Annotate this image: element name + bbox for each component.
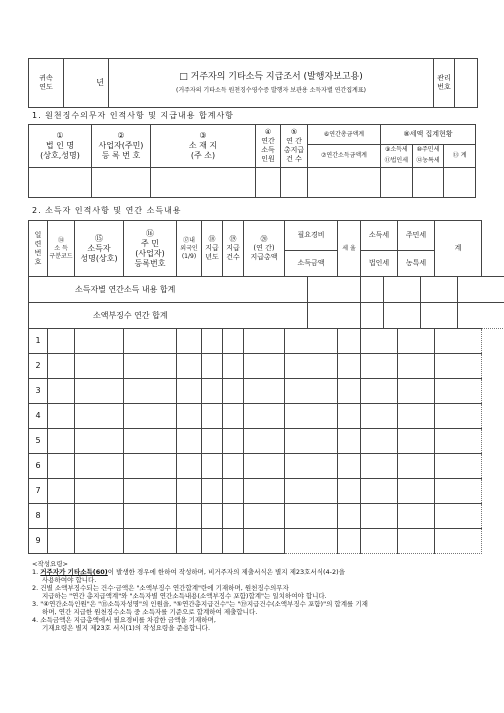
s2-name-head: ⑮ 소득자 성명(상호)	[75, 221, 124, 277]
s2-rtax-head: 주민세	[398, 221, 435, 251]
s1-name-field[interactable]	[29, 167, 92, 197]
row-cell[interactable]	[338, 479, 361, 504]
row-cell[interactable]	[338, 504, 361, 529]
row-cell[interactable]	[285, 379, 338, 404]
row-cell[interactable]	[338, 354, 361, 379]
row-cell[interactable]	[361, 454, 398, 479]
row-cell[interactable]	[177, 429, 202, 454]
row-cell[interactable]	[124, 429, 177, 454]
s1-tax-head: ⑧세액 집계현황	[381, 125, 476, 145]
row-cell[interactable]	[202, 529, 223, 554]
row-number: 1	[29, 329, 48, 354]
row-cell[interactable]	[223, 429, 244, 454]
row-cell[interactable]	[398, 379, 435, 404]
row-cell[interactable]	[338, 329, 361, 354]
row-cell[interactable]	[223, 529, 244, 554]
row-cell[interactable]	[338, 529, 361, 554]
row-cell[interactable]	[361, 354, 398, 379]
section1-title: 1. 원천징수의무자 인적사항 및 지급내용 합계사항	[32, 111, 234, 120]
s1-count-field[interactable]	[281, 167, 308, 197]
row-cell[interactable]	[285, 529, 338, 554]
row-cell[interactable]	[244, 329, 285, 354]
row-cell[interactable]	[48, 529, 75, 554]
form-header	[28, 58, 478, 108]
data-row	[29, 454, 482, 479]
row-cell[interactable]	[177, 504, 202, 529]
manage-field[interactable]	[455, 59, 478, 108]
row-cell[interactable]	[48, 504, 75, 529]
s1-address-field[interactable]	[151, 167, 256, 197]
s1-income-amount-head: ⑦연간소득금액계	[308, 145, 381, 167]
row-cell[interactable]	[177, 329, 202, 354]
row-cell[interactable]	[285, 404, 338, 429]
row-cell[interactable]	[75, 379, 124, 404]
row-cell[interactable]	[285, 354, 338, 379]
summary-small-label: 소액부징수 연간 합계	[47, 303, 308, 329]
s2-year-head: ⑱ 지급 년도	[202, 221, 223, 277]
row-cell[interactable]	[223, 504, 244, 529]
row-cell[interactable]	[124, 479, 177, 504]
note-4: 4. 소득금액은 지급총액에서 필요경비를 차감한 금액을 기재하며,	[32, 616, 216, 624]
row-cell[interactable]	[75, 454, 124, 479]
s1-address-head: ③ 소 재 지 (주 소)	[151, 125, 256, 168]
s1-total-amount-head: ⑥연간총금액계	[308, 125, 381, 145]
row-cell[interactable]	[202, 354, 223, 379]
row-number: 4	[29, 404, 48, 429]
row-cell[interactable]	[285, 504, 338, 529]
row-cell[interactable]	[361, 479, 398, 504]
s2-total-head: ⑳ (연 간) 지급총액	[244, 221, 285, 277]
section2-title: 2. 소득자 인적사항 및 연간 소득내용	[32, 206, 182, 215]
row-cell[interactable]	[398, 354, 435, 379]
s2-ctax-head: 법인세	[361, 251, 398, 277]
data-row	[29, 354, 482, 379]
row-cell[interactable]	[223, 454, 244, 479]
row-cell[interactable]	[75, 404, 124, 429]
row-cell[interactable]	[435, 454, 482, 479]
s2-stax-head: 농특세	[398, 251, 435, 277]
row-cell[interactable]	[435, 404, 482, 429]
row-cell[interactable]	[177, 379, 202, 404]
s2-expense-head: 필요경비	[285, 221, 338, 251]
row-cell[interactable]	[435, 429, 482, 454]
note-3: 3. "④연간소득인원"은 "⑮소득자성명"의 인원을, "⑤연간총지급건수"는 "⑲지급건수(소액부징수 포함)"의 합계를 기재	[32, 600, 368, 608]
row-cell[interactable]	[398, 504, 435, 529]
row-number: 2	[29, 354, 48, 379]
row-cell[interactable]	[177, 529, 202, 554]
data-row	[29, 529, 482, 554]
row-cell[interactable]	[75, 354, 124, 379]
s2-sum-head: 계	[435, 221, 482, 277]
row-cell[interactable]	[48, 454, 75, 479]
row-cell[interactable]	[202, 429, 223, 454]
row-cell[interactable]	[361, 429, 398, 454]
row-cell[interactable]	[48, 354, 75, 379]
s1-itax-head: ⑨소득세 ⑪법인세	[381, 145, 413, 167]
row-cell[interactable]	[48, 429, 75, 454]
form-subtitle: (거주자의 기타소득 원천징수영수증 발행자 보관용 소득자별 연간집계표)	[175, 86, 366, 94]
row-cell[interactable]	[202, 329, 223, 354]
row-number: 8	[29, 504, 48, 529]
row-cell[interactable]	[177, 354, 202, 379]
row-cell[interactable]	[361, 504, 398, 529]
summary-small-amount[interactable]	[308, 303, 361, 329]
s2-id-head: ⑯ 주 민 (사업자) 등록번호	[124, 221, 177, 277]
s2-count-head: ⑲ 지급 건수	[223, 221, 244, 277]
row-cell[interactable]	[361, 329, 398, 354]
year-field[interactable]: 년	[64, 59, 109, 108]
s1-people-head: ④ 연간 소득 인원	[256, 125, 281, 168]
data-row	[29, 404, 482, 429]
row-cell[interactable]	[285, 329, 338, 354]
row-cell[interactable]	[338, 404, 361, 429]
row-cell[interactable]	[177, 404, 202, 429]
data-row	[29, 429, 482, 454]
s2-rate-head: 세 율	[338, 221, 361, 277]
row-cell[interactable]	[124, 404, 177, 429]
s1-regno-head: ② 사업자(주민) 등 록 번 호	[92, 125, 151, 168]
row-cell[interactable]	[124, 329, 177, 354]
row-cell[interactable]	[75, 429, 124, 454]
note-1: 1. 거주자가 기타소득(60)이 발생한 경우에 한하여 작성하며, 비거주자의 제출서식은 별지 제23호서식(4-2)을	[32, 568, 345, 576]
s2-seq-head: 일 련 번 호	[29, 221, 48, 277]
row-cell[interactable]	[244, 354, 285, 379]
row-cell[interactable]	[338, 454, 361, 479]
row-cell[interactable]	[244, 404, 285, 429]
row-cell[interactable]	[244, 429, 285, 454]
row-cell[interactable]	[124, 504, 177, 529]
row-cell[interactable]	[223, 329, 244, 354]
row-cell[interactable]	[48, 329, 75, 354]
section2-header-table	[28, 220, 482, 277]
row-cell[interactable]	[75, 329, 124, 354]
row-cell[interactable]	[244, 479, 285, 504]
data-row	[29, 504, 482, 529]
row-cell[interactable]	[435, 479, 482, 504]
row-number: 6	[29, 454, 48, 479]
s1-itax-field[interactable]	[381, 167, 413, 197]
row-cell[interactable]	[223, 354, 244, 379]
row-cell[interactable]	[202, 504, 223, 529]
row-cell[interactable]	[124, 379, 177, 404]
row-number: 3	[29, 379, 48, 404]
row-cell[interactable]	[244, 454, 285, 479]
row-cell[interactable]	[124, 354, 177, 379]
s1-rtax-field[interactable]	[412, 167, 444, 197]
row-cell[interactable]	[202, 379, 223, 404]
row-number: 9	[29, 529, 48, 554]
s1-rtax-head: ⑩주민세 ⑫농특세	[412, 145, 444, 167]
row-cell[interactable]	[361, 404, 398, 429]
row-cell[interactable]	[177, 454, 202, 479]
row-cell[interactable]	[244, 504, 285, 529]
s1-sum-head: ⑬ 계	[444, 145, 476, 167]
row-cell[interactable]	[398, 479, 435, 504]
note-2: 2. 건별 소액부징수되는 건수·금액은 "소액부징수 연간합계"란에 기재하며, 원천징수의무자	[32, 584, 289, 592]
row-cell[interactable]	[285, 454, 338, 479]
row-cell[interactable]	[398, 404, 435, 429]
row-cell[interactable]	[435, 354, 482, 379]
row-cell[interactable]	[75, 504, 124, 529]
row-number: 5	[29, 429, 48, 454]
section1-table	[28, 124, 476, 198]
row-cell[interactable]	[48, 479, 75, 504]
row-cell[interactable]	[338, 379, 361, 404]
row-cell[interactable]	[223, 379, 244, 404]
row-cell[interactable]	[75, 529, 124, 554]
s2-code-head: ⑭ 소 득 구분코드	[48, 221, 75, 277]
row-cell[interactable]	[223, 404, 244, 429]
row-cell[interactable]	[398, 429, 435, 454]
row-cell[interactable]	[244, 529, 285, 554]
row-cell[interactable]	[75, 479, 124, 504]
summary-income-amount[interactable]	[308, 277, 361, 303]
s1-name-head: ① 법 인 명 (상호,성명)	[29, 125, 92, 168]
s1-regno-field[interactable]	[92, 167, 151, 197]
row-cell[interactable]	[398, 454, 435, 479]
s1-amount-field[interactable]	[308, 167, 381, 197]
summary-income-label: 소득자별 연간소득 내용 합계	[47, 277, 308, 303]
row-cell[interactable]	[48, 404, 75, 429]
year-label: 귀속 연도	[29, 59, 64, 108]
row-cell[interactable]	[124, 454, 177, 479]
row-cell[interactable]	[398, 329, 435, 354]
form-title: □ 거주자의 기타소득 지급조서 (발행자보고용)	[179, 71, 363, 82]
row-cell[interactable]	[285, 479, 338, 504]
row-cell[interactable]	[124, 529, 177, 554]
s2-foreign-head: ⑰내 외국인 (1/9)	[177, 221, 202, 277]
s1-sum-field[interactable]	[444, 167, 476, 197]
data-row	[29, 479, 482, 504]
row-cell[interactable]	[435, 529, 482, 554]
row-cell[interactable]	[202, 404, 223, 429]
notes-title: <작성요령>	[32, 560, 69, 568]
row-cell[interactable]	[361, 529, 398, 554]
manage-label: 관리 번호	[434, 59, 455, 108]
s2-income-head: 소득금액	[285, 251, 338, 277]
row-number: 7	[29, 479, 48, 504]
form-title-cell	[109, 59, 434, 108]
s1-count-head: ⑤ 연 간 총지급 건 수	[281, 125, 308, 168]
row-cell[interactable]	[285, 429, 338, 454]
row-cell[interactable]	[244, 379, 285, 404]
row-cell[interactable]	[338, 429, 361, 454]
section2-data-table	[28, 328, 482, 554]
row-cell[interactable]	[435, 504, 482, 529]
s1-people-field[interactable]	[256, 167, 281, 197]
row-cell[interactable]	[202, 479, 223, 504]
row-cell[interactable]	[361, 379, 398, 404]
row-cell[interactable]	[398, 529, 435, 554]
section2-summary-table	[28, 276, 504, 329]
row-cell[interactable]	[435, 329, 482, 354]
row-cell[interactable]	[202, 454, 223, 479]
row-cell[interactable]	[435, 379, 482, 404]
data-row	[29, 329, 482, 354]
s2-itax-head: 소득세	[361, 221, 398, 251]
data-row	[29, 379, 482, 404]
row-cell[interactable]	[223, 479, 244, 504]
notes: <작성요령> 1. 거주자가 기타소득(60)이 발생한 경우에 한하여 작성하며, 비거주자의 제출서식은 별지 제23호서식(4-2)을 사용하여야 합니다. 2. 건별 소액부징수되는 건수·금액은 "소액부징수 연간합계"란에 기재하며, 원천징수의무자 지급하는 "연간 총지급액계"와 "소득자별 연간소득내용(소액부징수 포함)합계"는 일치하여야 합니다. 3. "④연간소득인원"은 "⑮소득자성명"의 인원을, "⑤연간총지급건수"는 "⑲지급건수(소액부징수 포함)"의 합계를 기재 하며, 연간 지급한 원천징수소득 중 소득자를 기준으로 합계하여 제출합니다. 4. 소득금액은 지급총액에서 필요경비를 차감한 금액을 기재하며, 기재요령은 별지 제23호 서식(1)의 작성요령을 준용합니다.	[32, 560, 464, 632]
row-cell[interactable]	[177, 479, 202, 504]
row-cell[interactable]	[48, 379, 75, 404]
